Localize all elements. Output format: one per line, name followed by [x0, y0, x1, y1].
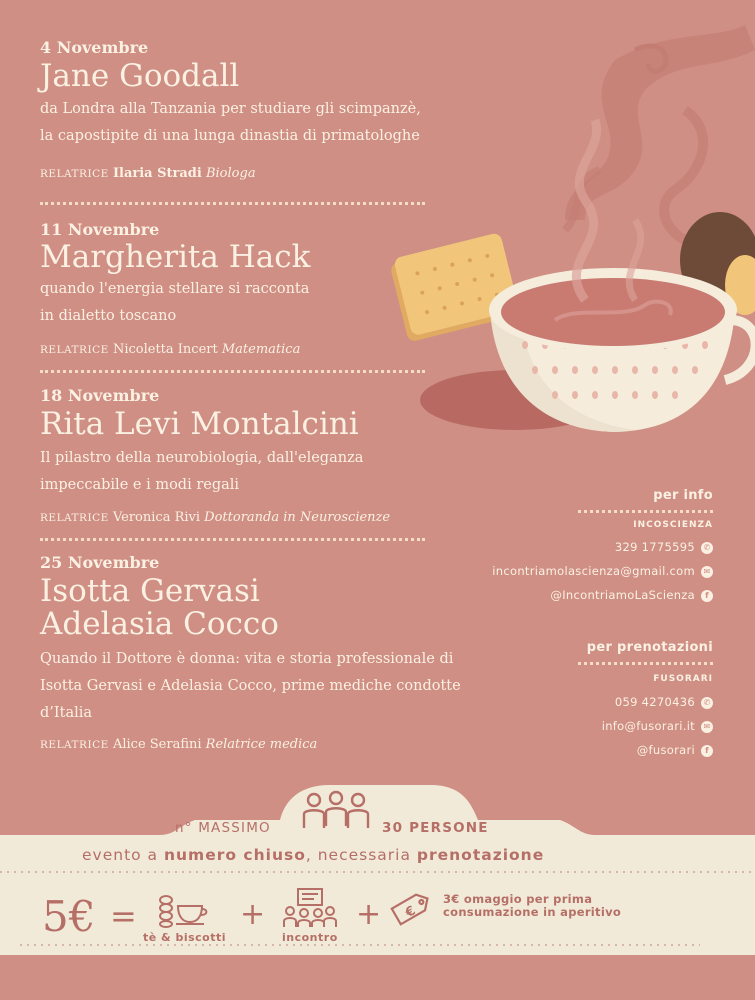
event-3-speaker-line	[40, 510, 390, 525]
price: 5€	[42, 892, 96, 941]
speaker-role: Relatrice medica	[205, 737, 318, 752]
phone-icon: ✆	[701, 542, 713, 554]
plus-1: +	[240, 897, 266, 932]
event-2-speaker-line	[40, 342, 300, 357]
info-email[interactable]	[492, 564, 713, 578]
closed-event-line	[82, 846, 544, 864]
booking-title: per prenotazioni	[586, 640, 713, 655]
relatrice-tag: RELATRICE	[40, 512, 109, 524]
event-1-speaker-line	[40, 166, 256, 181]
item1-label: tè & biscotti	[143, 931, 227, 944]
people-icon	[300, 790, 372, 832]
teacup-illustration	[385, 20, 755, 450]
divider	[40, 370, 425, 373]
booking-phone	[615, 695, 713, 709]
event-4-desc-line1: Quando il Dottore è donna: vita e storia professionale di	[40, 651, 454, 667]
event-1-desc-line1: da Londra alla Tanzania per studiare gli scimpanzè,	[40, 101, 421, 117]
info-divider	[578, 510, 713, 513]
booking-social-text[interactable]: @fusorari	[636, 743, 695, 757]
event-4-date: 25 Novembre	[40, 553, 160, 572]
event-2-name: Margherita Hack	[40, 239, 311, 275]
item2-label: incontro	[282, 931, 338, 944]
svg-text:€: €	[402, 903, 419, 922]
booking-org: FUSORARI	[653, 674, 713, 684]
info-org: INCOSCIENZA	[633, 520, 713, 530]
info-phone	[615, 540, 713, 554]
relatrice-tag: RELATRICE	[40, 344, 109, 356]
event-4-desc-line2: Isotta Gervasi e Adelasia Cocco, prime mediche condotte	[40, 678, 461, 694]
info-social-text[interactable]: @IncontriamoLaScienza	[550, 588, 695, 602]
ticket-icon	[388, 885, 434, 931]
booking-divider	[578, 662, 713, 665]
event-3-desc-line2: impeccabile e i modi regali	[40, 477, 240, 493]
booking-social[interactable]	[637, 743, 713, 757]
divider	[40, 202, 425, 205]
event-4-name2: Adelasia Cocco	[40, 606, 279, 642]
speaker-name: Nicoletta Incert	[112, 342, 218, 357]
max-label: n° MASSIMO	[175, 820, 271, 836]
closed-bold2: prenotazione	[416, 846, 545, 864]
event-4-name: Isotta Gervasi	[40, 573, 260, 609]
speaker-role: Matematica	[221, 342, 301, 357]
booking-email[interactable]	[602, 719, 713, 733]
event-2-desc-line1: quando l'energia stellare si racconta	[40, 281, 310, 297]
closed-mid: , necessaria	[305, 846, 417, 864]
mail-icon: ✉	[701, 721, 713, 733]
info-title: per info	[653, 488, 713, 503]
relatrice-tag: RELATRICE	[40, 739, 109, 751]
event-1-name: Jane Goodall	[40, 58, 240, 94]
event-3-date: 18 Novembre	[40, 386, 160, 405]
event-1-desc-line2: la capostipite di una lunga dinastia di primatologhe	[40, 128, 420, 144]
event-4-desc-line3: d’Italia	[40, 705, 93, 721]
plus-2: +	[356, 897, 382, 932]
event-1-date: 4 Novembre	[40, 38, 149, 57]
item3-label: 3€ omaggio per prima consumazione in aperitivo	[443, 892, 622, 919]
event-3-desc-line1: Il pilastro della neurobiologia, dall'eleganza	[40, 450, 364, 466]
speaker-role: Biologa	[205, 166, 256, 181]
booking-email-text[interactable]: info@fusorari.it	[601, 719, 695, 733]
audience-icon	[282, 887, 338, 929]
tea-icon	[158, 892, 208, 928]
event-4-speaker-line	[40, 737, 317, 752]
info-email-text[interactable]: incontriamolascienza@gmail.com	[492, 564, 695, 578]
facebook-icon: f	[701, 590, 713, 602]
info-phone-text: 329 1775595	[614, 540, 695, 554]
closed-pre: evento a	[82, 846, 164, 864]
event-3-name: Rita Levi Montalcini	[40, 406, 359, 442]
equals: =	[110, 897, 137, 935]
mail-icon: ✉	[701, 566, 713, 578]
max-value: 30 PERSONE	[382, 820, 489, 836]
speaker-name: Veronica Rivi	[112, 510, 201, 525]
closed-bold: numero chiuso	[163, 846, 306, 864]
relatrice-tag: RELATRICE	[40, 168, 109, 180]
event-2-desc-line2: in dialetto toscano	[40, 308, 177, 324]
facebook-icon: f	[701, 745, 713, 757]
speaker-name: Ilaria Stradi	[112, 166, 202, 181]
booking-phone-text: 059 4270436	[614, 695, 695, 709]
divider	[40, 538, 425, 541]
info-social[interactable]	[550, 588, 713, 602]
event-2-date: 11 Novembre	[40, 220, 160, 239]
speaker-role: Dottoranda in Neuroscienze	[204, 510, 391, 525]
phone-icon: ✆	[701, 697, 713, 709]
speaker-name: Alice Serafini	[112, 737, 202, 752]
